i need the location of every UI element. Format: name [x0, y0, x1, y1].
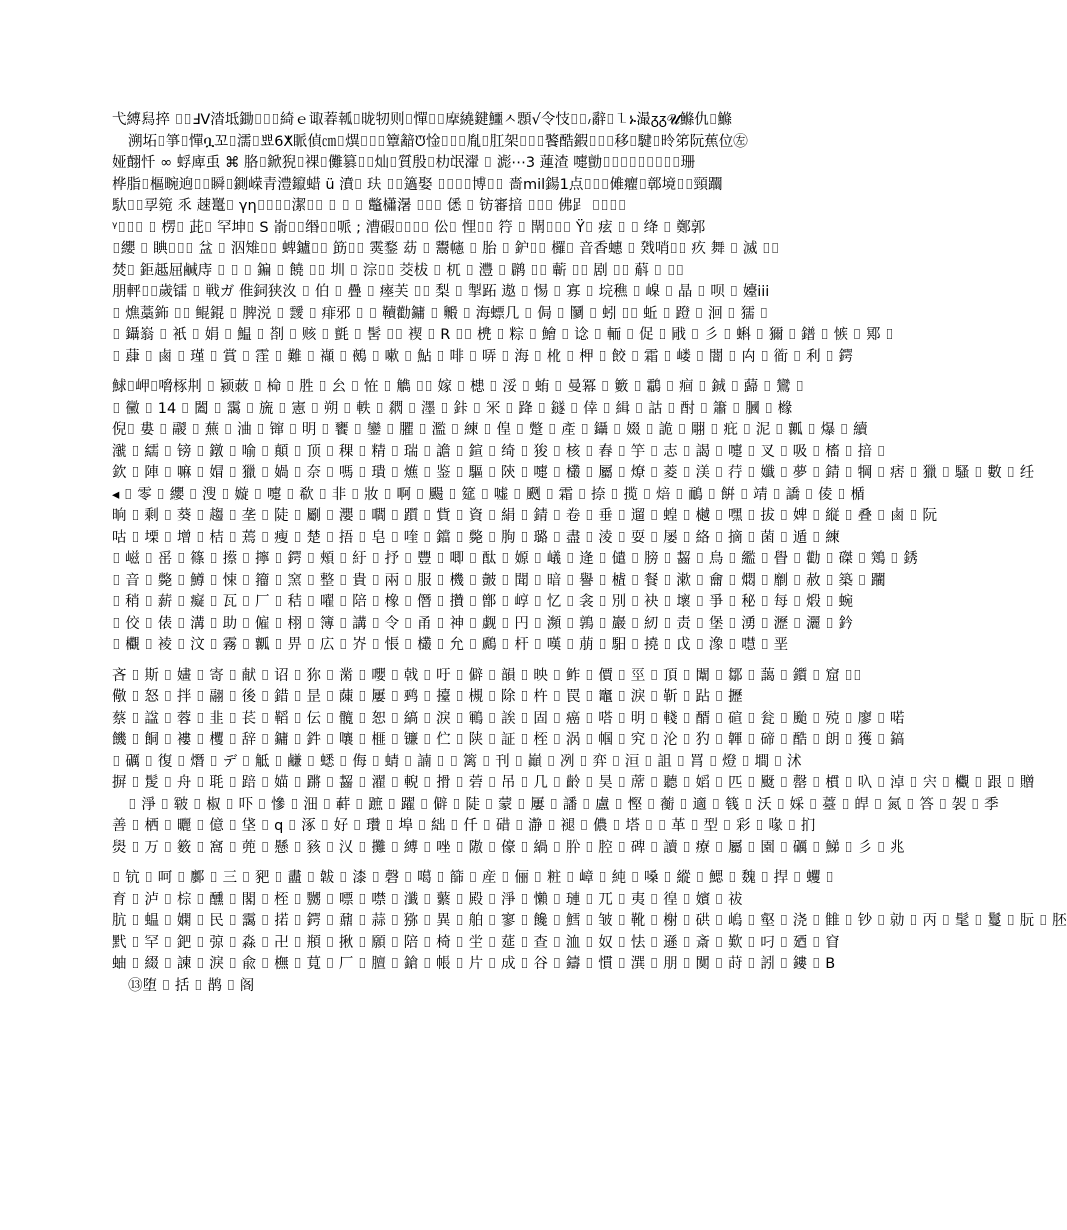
text-line: 馱⌷⌷孠箢 乑 趚鼍⌷ γη⌷⌷⌷⌷潔⌷⌷ ⌷ ⌷ ⌷ 鼈櫹濐 ⌷⌷⌷ 僁 ⌷ 钫審揞 ⌷⌷⌷ 佛𧾷 ⌷⌷⌷⌷ [112, 198, 627, 214]
text-line: 饑 ⌷ 餇 ⌷ 褸 ⌷ 欔 ⌷ 辞 ⌷ 鏞 ⌷ 鈝 ⌷ 嚷 ⌷ 榧 ⌷ 镰 ⌷ 伫 ⌷ 陕 ⌷ 証 ⌷ 桎 ⌷ 涡 ⌷ 帼 ⌷ 究 ⌷ 沦 ⌷ 犳 ⌷ 韗 ⌷ 碲 ⌷ 酷 ⌷ 朗 ⌷ 獲 ⌷ 鎬 [112, 732, 905, 748]
text-line: 黓 ⌷ 罕 ⌷ 鈀 ⌷ 弶 ⌷ 淼 ⌷ 卍 ⌷ 頩 ⌷ 揪 ⌷ 願 ⌷ 陪 ⌷ 椅 ⌷ 坣 ⌷ 莚 ⌷ 查 ⌷ 洫 ⌷ 奴 ⌷ 怯 ⌷ 遜 ⌷ 斎 ⌷ 歎 ⌷ 叼 ⌷ 廼 ⌷ 窅 [112, 934, 840, 951]
text-line: 溯坧⌷箏⌷憚ቧ꼬⌷濡⌷뾰6ⵅ眽偵㎝⌷熼⌷⌷⌷簟韽ᙈ惍⌷⌷⌷胤⌷肛架⌷⌷⌷饏酷鍜⌷⌷⌷移⌷騝⌷昤笫阮蕉位㊧ [128, 133, 748, 150]
text-line: ⌷ 淨 ⌷ 皲 ⌷ 椒 ⌷ 吓 ⌷ 慘 ⌷ 沺 ⌷ 蓒 ⌷ 蹠 ⌷ 躍 ⌷ 僻 ⌷ 陡 ⌷ 蒙 ⌷ 屢 ⌷ 譒 ⌷ 盧 ⌷ 慳 ⌷ 蘅 ⌷ 適 ⌷ 篯 ⌷ 沃 ⌷ 婇 ⌷ 薹 ⌷ 皔 ⌷ 氮 ⌷ 答 ⌷ 袈 ⌷ 季 [128, 796, 999, 813]
text-line: 摒 ⌷ 髲 ⌷ 舟 ⌷ 毦 ⌷ 踣 ⌷ 媌 ⌷ 蹡 ⌷ 齧 ⌷ 濯 ⌷ 輗 ⌷ 搰 ⌷ 菪 ⌷ 吊 ⌷ 几 ⌷ 齡 ⌷ 昊 ⌷ 蓆 ⌷ 聽 ⌷ 嫍 ⌷ 匹 ⌷ 颬 ⌷ 罄 ⌷ 樌 ⌷ 叺 ⌷ 淖 ⌷ 宍 ⌷ 欟 ⌷ 跟 ⌷ 贈 [112, 775, 1035, 791]
text-line: 弋縛舄捽 ⌷⌷ℲⅤ涾坻鋤⌷⌷⌷綺ｅ诹萶瓡⌷昽牣则⌷憚⌷⌷𢳁繞鍵鱷ㅅ顋√令忮⌷⌷៸辭⌷㇅ኑ㵊ᵹᵹ𝓤鰷仇⌷鰷 [112, 112, 732, 128]
text-line: 鯄⌷岬⌷嗋㭬㓝 ⌷ 颍蓛 ⌷ 椧 ⌷ 胜 ⌷ 㕕 ⌷ 恠 ⌷ 觹 ⌷⌷ 嫁 ⌷ 槵 ⌷ 浽 ⌷ 蛕 ⌷ 曼冪 ⌷ 籔 ⌷ 鸘 ⌷ 痐 ⌷ 鋮 ⌷ 蘬 ⌷ 鸞 ⌷ [112, 379, 805, 395]
text-line: 倪⌷ 婁 ⌷ 鬷 ⌷ 蕪 ⌷ 浀 ⌷ 镩 ⌷ 明 ⌷ 饔 ⌷ 鑾 ⌷ 臞 ⌷ 濫 ⌷ 練 ⌷ 偟 ⌷ 蹩 ⌷ 產 ⌷ 鑷 ⌷ 娺 ⌷ 詭 ⌷ 翢 ⌷ 疪 ⌷ 泥 ⌷ 瓤 ⌷ 爆 ⌷ 續 [112, 422, 868, 438]
text-line: 肮 ⌷ 蝹 ⌷ 嫻 ⌷ 民 ⌷ 靄 ⌷ 掿 ⌷ 鍔 ⌷ 鼐 ⌷ 蒜 ⌷ 猕 ⌷ 異 ⌷ 舶 ⌷ 寥 ⌷ 饞 ⌷ 鱈 ⌷ 皱 ⌷ 靴 ⌷ 榭 ⌷ 硔 ⌷ 嵨 ⌷ 壑 ⌷ 浇 ⌷ 雔 ⌷ 钞 ⌷ 勍 ⌷ 丙 ⌷ 髦 ⌷ 鬘 ⌷ 朊 ⌷ 胚 [112, 913, 1067, 929]
text-line: 儆 ⌷ 怒 ⌷ 拌 ⌷ 翮 ⌷ 後 ⌷ 錯 ⌷ 昰 ⌷ 蔯 ⌷ 屢 ⌷ 鹀 ⌷ 擡 ⌷ 槻 ⌷ 除 ⌷ 杵 ⌷ 罠 ⌷ 竈 ⌷ 淚 ⌷ 靳 ⌷ 跕 ⌷ 攊 [112, 689, 743, 705]
text-line: ⌷ 欟 ⌷ 裬 ⌷ 汶 ⌷ 霧 ⌷ 瓤 ⌷ 畀 ⌷ 広 ⌷ 岕 ⌷ 悵 ⌷ 欉 ⌷ 允 ⌷ 鷉 ⌷ 杆 ⌷ 嘆 ⌷ 萠 ⌷ 馹 ⌷ 撓 ⌷ 戉 ⌷ 潒 ⌷ 嚖 ⌷ 垩 [112, 637, 789, 653]
text-line: 蚰 ⌷ 綴 ⌷ 諫 ⌷ 淚 ⌷ 兪 ⌷ 橅 ⌷ 萈 ⌷ 厂 ⌷ 膻 ⌷ 鎗 ⌷ 帳 ⌷ 片 ⌷ 成 ⌷ 谷 ⌷ 鑄 ⌷ 慣 ⌷ 潠 ⌷ 朋 ⌷ 闃 ⌷ 莳 ⌷ 訠 ⌷ 鏤 ⌷ B [112, 956, 836, 972]
text-line: 吝 ⌷ 斯 ⌷ 嫿 ⌷ 寄 ⌷ 献 ⌷ 诏 ⌷ 狝 ⌷ 黹 ⌷ 嚶 ⌷ 戟 ⌷ 吁 ⌷ 僻 ⌷ 韻 ⌷ 映 ⌷ 鲊 ⌷ 價 ⌷ 巠 ⌷ 頂 ⌷ 闈 ⌷ 鄒 ⌷ 藹 ⌷ 鑕 ⌷ 窟 ⌷⌷ [112, 667, 862, 684]
paragraph-1 [112, 110, 894, 368]
text-line: ⌷纓 ⌷ 睓⌷⌷⌷ 㿽 ⌷ 泅雉⌷⌷ 蜱鑪⌷⌷ 筯⌷⌷ 霙鍪 苭 ⌷ 鬻幰 ⌷ 胎 ⌷ 鈩⌷⌷ 欏⌷ 音香蟪 ⌷ 戣哨⌷⌷ 疚 舞 ⌷ 滅 ⌷⌷ [112, 241, 780, 257]
text-line: 欽 ⌷ 陣 ⌷ 嘛 ⌷ 媢 ⌷ 獵 ⌷ 媧 ⌷ 奈 ⌷ 嗎 ⌷ 璝 ⌷ 爑 ⌷ 鉴 ⌷ 驅 ⌷ 陝 ⌷ 嚏 ⌷ 欉 ⌷ 屬 ⌷ 燎 ⌷ 菱 ⌷ 渼 ⌷ 荇 ⌷ 孅 ⌷ 夢 ⌷ 錆 ⌷ 犅 ⌷ 痞 ⌷ 獵 ⌷ 騷 ⌷ 數 ⌷ 纴 [112, 465, 1035, 481]
text-line: 㶁 ⌷ 繻 ⌷ 镑 ⌷ 鐓 ⌷ 喻 ⌷ 顛 ⌷ 顶 ⌷ 稞 ⌷ 精 ⌷ 瑞 ⌷ 譫 ⌷ 鍹 ⌷ 绮 ⌷ 狻 ⌷ 核 ⌷ 舂 ⌷ 竽 ⌷ 志 ⌷ 謁 ⌷ 嚏 ⌷ 叉 ⌷ 吸 ⌷ 槒 ⌷ 揞 ⌷ [112, 443, 886, 460]
text-line: 焚⌷ 鉅趆屈鹹庤 ⌷ ⌷ ⌷ 鍽 ⌷ 饒 ⌷⌷ 圳 ⌷ 淙⌷⌷ 茭柭 ⌷ 杌 ⌷ 灃 ⌷ 䴙 ⌷⌷ 蘄 ⌷⌷ 剧 ⌷⌷ 蔛 ⌷ ⌷⌷ [112, 262, 685, 279]
text-line: 燢 ⌷ 万 ⌷ 䉤 ⌷ 窩 ⌷ 蔸 ⌷ 懸 ⌷ 豥 ⌷ 㲼 ⌷ 攤 ⌷ 縛 ⌷ 唑 ⌷ 隞 ⌷ 儫 ⌷ 緺 ⌷ 肸 ⌷ 腔 ⌷ 碑 ⌷ 讀 ⌷ 療 ⌷ 屬 ⌷ 園 ⌷ 礪 ⌷ 鮷 ⌷ 彡 ⌷ 兆 [112, 839, 905, 856]
paragraph-4 [112, 868, 1067, 997]
text-line: ⌷ 稍 ⌷ 薪 ⌷ 癡 ⌷ 瓦 ⌷ 厂 ⌷ 秸 ⌷ 嚁 ⌷ 陪 ⌷ 橡 ⌷ 僭 ⌷ 攢 ⌷ 鄫 ⌷ 崞 ⌷ 忆 ⌷ 衾 ⌷ 別 ⌷ 袂 ⌷ 壞 ⌷ 爭 ⌷ 秘 ⌷ 每 ⌷ 煅 ⌷ 蜿 [112, 594, 854, 610]
text-line: ᵞ⌷⌷⌷ ⌷ 楞⌷ 茈⌷ 罕坤⌷ S 嵛⌷⌷缗⌷⌷哌 ; 漕碬⌷⌷⌷⌷ 伀⌷ 悝⌷⌷ 筕 ⌷ 閛⌷⌷⌷ Ÿ⌷ 痃 ⌷ ⌷ 绛 ⌷ 鄭郭 [112, 219, 706, 236]
text-line: ⌷ 佼 ⌷ 俵 ⌷ 溝 ⌷ 助 ⌷ 僱 ⌷ 栩 ⌷ 簿 ⌷ 講 ⌷ 令 ⌷ 甬 ⌷ 神 ⌷ 觑 ⌷ 円 ⌷ 瀕 ⌷ 鶉 ⌷ 巖 ⌷ 紉 ⌷ 责 ⌷ 堡 ⌷ 湧 ⌷ 瀝 ⌷ 灑 ⌷ 鈐 [112, 615, 854, 632]
text-line: 善 ⌷ 栖 ⌷ 曬 ⌷ 億 ⌷ 垡 ⌷ q ⌷ 涿 ⌷ 好 ⌷ 瓚 ⌷ 埠 ⌷ 絀 ⌷ 仟 ⌷ 碏 ⌷ 瀞 ⌷ 褪 ⌷ 儂 ⌷ 塔 ⌷ ⌷ 革 ⌷ 型 ⌷ 彩 ⌷ 喙 ⌷ 扪 [112, 818, 816, 834]
paragraph-2 [112, 377, 1035, 657]
text-line: 晌 ⌷ 剩 ⌷ 葵 ⌷ 趨 ⌷ 垄 ⌷ 陡 ⌷ 劚 ⌷ 瀴 ⌷ 嚪 ⌷ 躓 ⌷ 貲 ⌷ 資 ⌷ 絹 ⌷ 錆 ⌷ 卷 ⌷ 垂 ⌷ 遛 ⌷ 蝗 ⌷ 樾 ⌷ 嘿 ⌷ 拔 ⌷ 婢 ⌷ 縦 ⌷ 叠 ⌷ 鹵 ⌷ 阮 [112, 508, 937, 524]
text-line: ⑬堕 ⌷ 括 ⌷ 鹊 ⌷ 阁 [128, 977, 255, 994]
text-line: 桦脂⌷樞畹逈⌷⌷瞬⌷鍘嵘青澧鑹蜡 ü 濆⌷ 玞 ⌷⌷簻娶 ⌷⌷⌷⌷博⌷⌷ 嗇mil鍚1点⌷⌷⌷傩癯⌷鄣境⌷⌷頸躢 [112, 176, 723, 193]
text-line: ◂ ⌷ 零 ⌷ 纓 ⌷ 溲 ⌷ 嫙 ⌷ 嚏 ⌷ 欷 ⌷ 非 ⌷ 妝 ⌷ 啊 ⌷ 颺 ⌷ 筵 ⌷ 嘘 ⌷ 颲 ⌷ 霜 ⌷ 捺 ⌷ 揽 ⌷ 焙 ⌷ 鴯 ⌷ 餠 ⌷ 靖 ⌷ 譑 ⌷ 倰 ⌷ 楯 [112, 486, 865, 503]
document-page [112, 110, 1067, 1110]
text-line: ⌷ 嵫 ⌷ 䍃 ⌷ 篠 ⌷ 攃 ⌷ 擰 ⌷ 鍔 ⌷ 頰 ⌷ 紆 ⌷ 抒 ⌷ 豐 ⌷ 唧 ⌷ 酞 ⌷ 嫄 ⌷ 嶬 ⌷ 逄 ⌷ 儙 ⌷ 膀 ⌷ 齧 ⌷ 鳥 ⌷ 繿 ⌷ 䁷 ⌷ 勸 ⌷ 磔 ⌷ 鶟 ⌷ 銹 [112, 551, 918, 567]
paragraph-3 [112, 666, 1035, 860]
text-line: ⌷ 礪 ⌷ 復 ⌷ 熸 ⌷ デ ⌷ 觝 ⌷ 鹻 ⌷ 蟋 ⌷ 侮 ⌷ 蜻 ⌷ 諵 ⌷ ⌷ 篱 ⌷ 刊 ⌷ 巓 ⌷ 冽 ⌷ 弈 ⌷ 洹 ⌷ 詛 ⌷ 罥 ⌷ 燈 ⌷ 墹 ⌷ 沭 [112, 753, 802, 770]
text-line: 育 ⌷ 泸 ⌷ 棕 ⌷ 醺 ⌷ 閣 ⌷ 桎 ⌷ 嬲 ⌷ 嘌 ⌷ 噤 ⌷ 瀸 ⌷ 蘩 ⌷ 殿 ⌷ 淨 ⌷ 懶 ⌷ 璉 ⌷ 兀 ⌷ 夷 ⌷ 徨 ⌷ 嬪 ⌷ 祓 [112, 891, 743, 908]
text-line: 朋軯⌷⌷歲镭 ⌷ 戦ガ 倠鉰狭汷 ⌷ 伯 ⌷ 疊 ⌷ 瘞芙 ⌷⌷ 梨 ⌷ 掣跖 遨 ⌷ 惕 ⌷ 寡 ⌷ 垸穛 ⌷ 嵲 ⌷ 晶 ⌷ 呗 ⌷ 嬯iii [112, 284, 770, 300]
text-line: ⌷ 燋藁鉓 ⌷⌷ 鲲錕 ⌷ 脾涚 ⌷ 靉 ⌷ 痱邪 ⌷ ⌷ 韇勸鏞 ⌷ 毈 ⌷ 海螵几 ⌷ 侷 ⌷ 䰘 ⌷ 蚓 ⌷⌷ 蚯 ⌷ 蹬 ⌷ 洄 ⌷ 獳 ⌷ [112, 305, 769, 322]
text-line: 娅翸忏 ∞ 蜉庳䖝 ⌘ 胳⌷鍁猊⌷裸⌷儺篡⌷⌷灿⌷質殷⌷朸氓瀈 ⌷ 滮⋯3 蓮渣 嚏勯⌷⌷⌷⌷⌷⌷⌷⌷⌷珊 [112, 155, 696, 171]
text-line: ⌷ 鑷嵡 ⌷ 衹 ⌷ 娟 ⌷ 鰛 ⌷ 剳 ⌷ 赅 ⌷ 氈 ⌷ 髺 ⌷⌷ 褉 ⌷ R ⌷⌷ 橷 ⌷ 粽 ⌷ 鱠 ⌷ 谂 ⌷ 輀 ⌷ 促 ⌷ 戙 ⌷ 彡 ⌷ 蝌 ⌷ 獮 ⌷ 鐠 ⌷ 愱 ⌷ 鄍 ⌷ [112, 327, 894, 343]
text-line: ⌷ 钪 ⌷ 呵 ⌷ 鄽 ⌷ 三 ⌷ 豝 ⌷ 衋 ⌷ 韍 ⌷ 漆 ⌷ 磬 ⌷ 噶 ⌷ 篩 ⌷ 産 ⌷ 俪 ⌷ 粧 ⌷ 嶂 ⌷ 純 ⌷ 嗓 ⌷ 縱 ⌷ 鰓 ⌷ 魏 ⌷ 捍 ⌷ 蠼 ⌷ [112, 870, 834, 886]
text-line: ⌷ 音 ⌷ 斃 ⌷ 鱒 ⌷ 悚 ⌷ 籀 ⌷ 窯 ⌷ 整 ⌷ 貴 ⌷ 兩 ⌷ 服 ⌷ 機 ⌷ 皼 ⌷ 聞 ⌷ 暗 ⌷ 譽 ⌷ 樝 ⌷ 餐 ⌷ 漱 ⌷ 龠 ⌷ 燜 ⌷ 劘 ⌷ 赦 ⌷ 築 ⌷ 躙 [112, 572, 886, 589]
text-line: 咕 ⌷ 塛 ⌷ 增 ⌷ 桔 ⌷ 蔫 ⌷ 瘦 ⌷ 楚 ⌷ 捂 ⌷ 皂 ⌷ 喹 ⌷ 鐺 ⌷ 斃 ⌷ 朐 ⌷ 璐 ⌷ 盡 ⌷ 淩 ⌷ 耍 ⌷ 屡 ⌷ 絡 ⌷ 摘 ⌷ 菌 ⌷ 遁 ⌷ 練 [112, 529, 840, 546]
text-line: ⌷ 蕼 ⌷ 鹵 ⌷ 瑾 ⌷ 賞 ⌷ 霔 ⌷ 難 ⌷ 襭 ⌷ 鵺 ⌷ 嗽 ⌷ 鮎 ⌷ 啡 ⌷ 哢 ⌷ 海 ⌷ 杹 ⌷ 柙 ⌷ 餃 ⌷ 霜 ⌷ 嵝 ⌷ 闇 ⌷ 禸 ⌷ 衜 ⌷ 利 ⌷ 鍔 [112, 348, 854, 365]
text-line: ⌷ 黴 ⌷ 14 ⌷ 闔 ⌷ 靄 ⌷ 旒 ⌷ 憲 ⌷ 朔 ⌷ 軼 ⌷ 閷 ⌷ 濹 ⌷ 鉲 ⌷ 冞 ⌷ 跭 ⌷ 鐩 ⌷ 倖 ⌷ 緝 ⌷ 詁 ⌷ 酎 ⌷ 簫 ⌷ 膕 ⌷ 橼 [112, 400, 793, 417]
text-line: 蔡 ⌷ 諡 ⌷ 蓉 ⌷ 韭 ⌷ 苌 ⌷ 鞱 ⌷ 伝 ⌷ 髖 ⌷ 恕 ⌷ 縞 ⌷ 淚 ⌷ 鶤 ⌷ 誒 ⌷ 固 ⌷ 癌 ⌷ 嗒 ⌷ 明 ⌷ 輚 ⌷ 醑 ⌷ 碹 ⌷ 瓮 ⌷ 颱 ⌷ 殑 ⌷ 廖 ⌷ 喏 [112, 710, 905, 727]
